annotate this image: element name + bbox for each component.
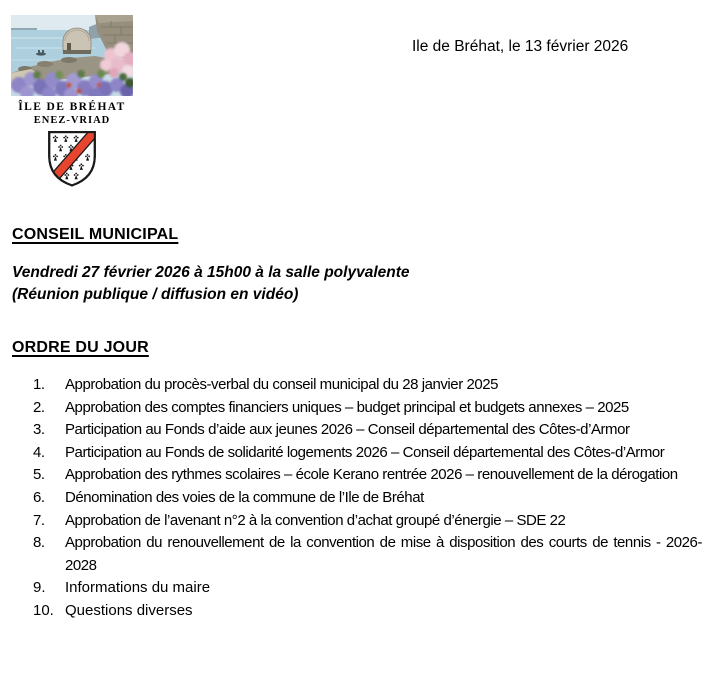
logo-subtitle: ENEZ-VRIAD: [33, 115, 111, 126]
agenda-item-text: Approbation du renouvellement de la convention de mise à disposition des courts de tennis - 2026-2028: [65, 534, 702, 574]
agenda-item: [33, 419, 702, 442]
agenda-item-text: Informations du maire: [65, 579, 211, 597]
agenda-item-number: 8.: [33, 534, 45, 552]
agenda-item-text: Participation au Fonds d’aide aux jeunes 2026 – Conseil départemental des Côtes-d’Armor: [65, 421, 630, 439]
agenda-item-number: 1.: [33, 376, 45, 393]
session-datetime: Vendredi 27 février 2026 à 15h00 à la salle polyvalente: [12, 264, 410, 281]
agenda-item-number: 6.: [33, 488, 45, 506]
agenda-heading: ORDRE DU JOUR: [12, 339, 149, 356]
agenda-item-number: 4.: [33, 443, 45, 461]
agenda-item-number: 9.: [33, 579, 46, 597]
agenda-item-number: 2.: [33, 398, 45, 416]
agenda-item: [33, 600, 702, 623]
agenda-item: [33, 577, 702, 600]
commune-logo: [8, 15, 136, 187]
dateline: Ile de Bréhat, le 13 février 2026: [412, 38, 629, 55]
agenda-item: [33, 487, 702, 510]
agenda-item-text: Approbation des comptes financiers uniques – budget principal et budgets annexes – 2025: [65, 398, 629, 416]
agenda-item: [33, 397, 702, 420]
island-coast-photo: [11, 15, 133, 96]
agenda-item-text: Approbation du procès-verbal du conseil municipal du 28 janvier 2025: [65, 376, 499, 393]
agenda-item-number: 7.: [33, 511, 45, 529]
agenda-item: [33, 464, 702, 487]
agenda-item-number: 3.: [33, 421, 45, 439]
agenda-item-text: Approbation de l’avenant n°2 à la convention d’achat groupé d’énergie – SDE 22: [65, 511, 566, 529]
logo-title: ÎLE DE BRÉHAT: [18, 101, 126, 113]
agenda-list: [33, 374, 702, 623]
agenda-item-text: Participation au Fonds de solidarité logements 2026 – Conseil départemental des Côtes-d’Armor: [65, 443, 665, 461]
agenda-item: [33, 374, 702, 397]
agenda-item: [33, 510, 702, 533]
agenda-item: [33, 442, 702, 465]
agenda-item-number: 5.: [33, 466, 45, 484]
ermine-shield-icon: [46, 130, 98, 187]
session-note: (Réunion publique / diffusion en vidéo): [12, 285, 299, 303]
agenda-item-number: 10.: [33, 601, 54, 619]
document-title: CONSEIL MUNICIPAL: [12, 226, 179, 243]
agenda-item-text: Dénomination des voies de la commune de l’Ile de Bréhat: [65, 488, 424, 506]
agenda-item: [33, 532, 702, 577]
agenda-item-text: Questions diverses: [65, 601, 193, 619]
session-info: [12, 262, 410, 305]
agenda-item-text: Approbation des rythmes scolaires – école Kerano rentrée 2026 – renouvellement de la dérogation: [65, 466, 678, 484]
